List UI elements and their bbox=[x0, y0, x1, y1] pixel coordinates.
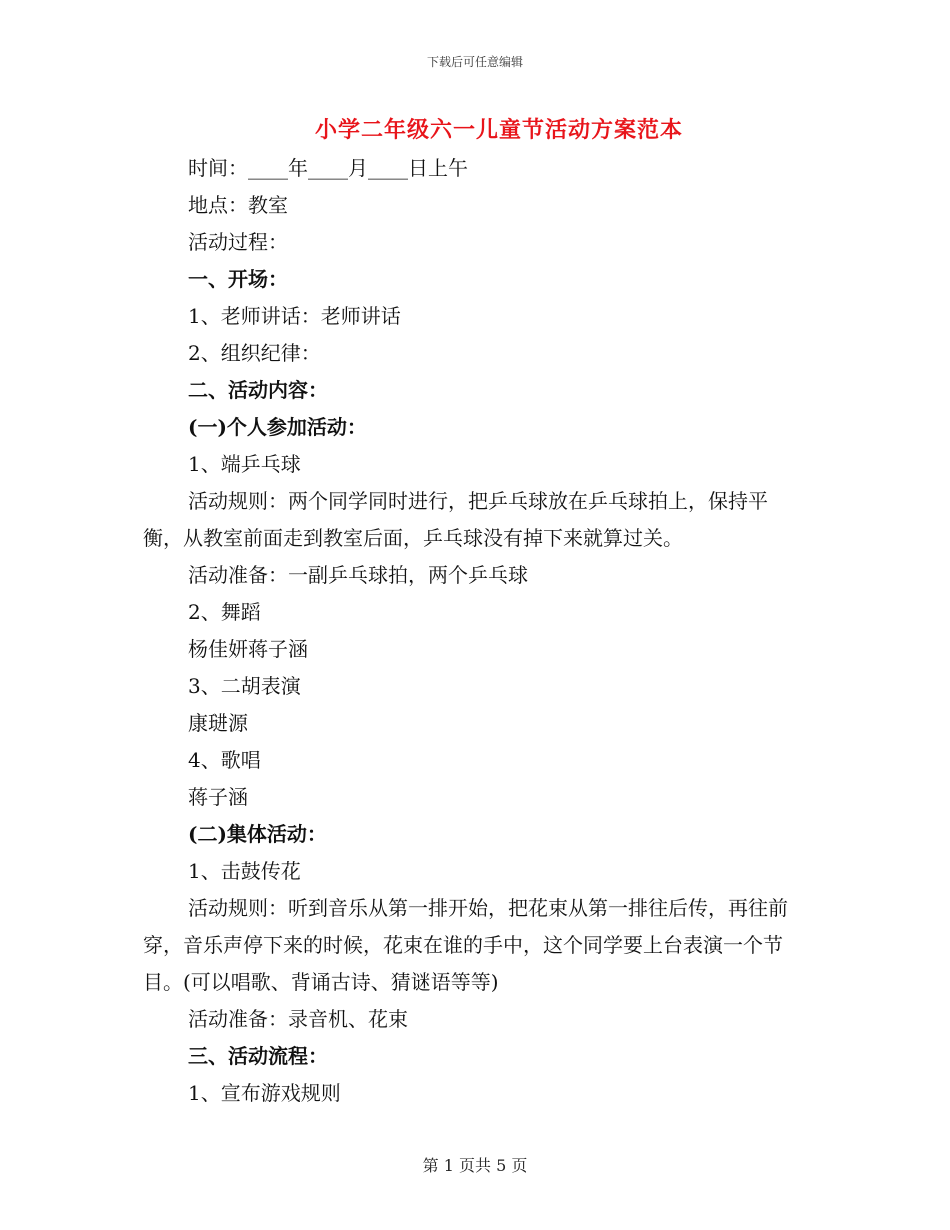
body-paragraph: 时间：____年____月____日上午 bbox=[188, 156, 468, 180]
body-paragraph: 康琎源 bbox=[188, 711, 248, 735]
body-paragraph: 活动准备：一副乒乓球拍，两个乒乓球 bbox=[188, 563, 528, 587]
body-paragraph: 1、老师讲话：老师讲话 bbox=[188, 304, 401, 328]
body-paragraph: 1、击鼓传花 bbox=[188, 859, 301, 883]
body-paragraph: 1、宣布游戏规则 bbox=[188, 1081, 341, 1105]
document-title: 小学二年级六一儿童节活动方案范本 bbox=[314, 117, 683, 143]
section-heading: 二、活动内容： bbox=[188, 378, 328, 402]
body-paragraph: 杨佳妍蒋子涵 bbox=[188, 637, 308, 661]
body-paragraph: 地点：教室 bbox=[188, 193, 288, 217]
section-heading: (一)个人参加活动： bbox=[188, 415, 367, 439]
body-paragraph: 活动规则：两个同学同时进行，把乒乓球放在乒乓球拍上，保持平衡，从教室前面走到教室后面，乒乓球没有掉下来就算过关。 bbox=[143, 489, 768, 550]
body-paragraph: 活动准备：录音机、花束 bbox=[188, 1007, 408, 1031]
body-paragraph: 活动规则：听到音乐从第一排开始，把花束从第一排往后传，再往前穿，音乐声停下来的时候，花束在谁的手中，这个同学要上台表演一个节目。(可以唱歌、背诵古诗、猜谜语等等) bbox=[143, 896, 788, 994]
body-paragraph: 2、组织纪律： bbox=[188, 341, 321, 365]
section-heading: 三、活动流程： bbox=[188, 1044, 328, 1068]
body-paragraph: 2、舞蹈 bbox=[188, 600, 261, 624]
document-body bbox=[143, 150, 803, 1112]
body-paragraph: 4、歌唱 bbox=[188, 748, 261, 772]
body-paragraph: 活动过程： bbox=[188, 230, 288, 254]
body-paragraph: 3、二胡表演 bbox=[188, 674, 301, 698]
section-heading: (二)集体活动： bbox=[188, 822, 327, 846]
section-heading: 一、开场： bbox=[188, 267, 288, 291]
page-header-note: 下载后可任意编辑 bbox=[426, 55, 523, 69]
body-paragraph: 1、端乒乓球 bbox=[188, 452, 301, 476]
body-paragraph: 蒋子涵 bbox=[188, 785, 248, 809]
page-footer: 第 1 页共 5 页 bbox=[422, 1156, 528, 1175]
